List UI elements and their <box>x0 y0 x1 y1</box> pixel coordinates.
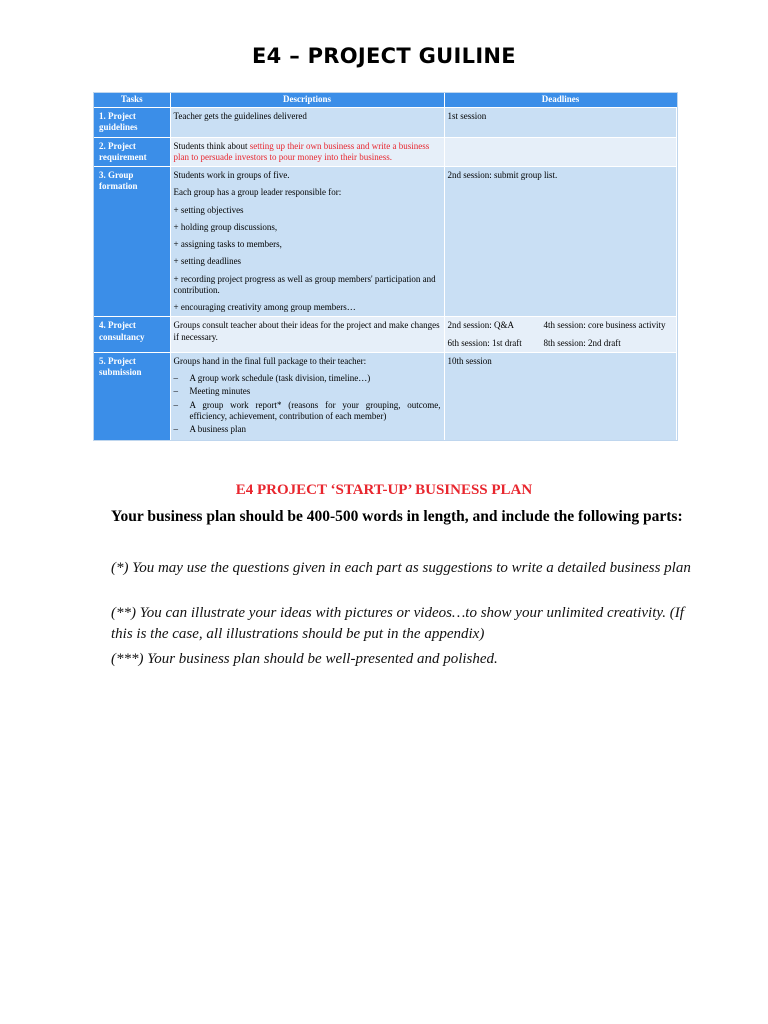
description-line: Students work in groups of five. <box>173 170 290 180</box>
description-line: + setting objectives <box>173 204 244 215</box>
description-text: Students think about <box>173 140 250 151</box>
description-text: Groups hand in the final full package to their teacher: <box>173 355 367 366</box>
task-cell: 2. Project requirement <box>94 137 170 167</box>
description-line: + assigning tasks to members, <box>173 239 282 249</box>
page-title: E4 – PROJECT GUILINE <box>252 44 516 68</box>
deadline-item: 6th session: 1st draft <box>447 337 522 348</box>
header-descriptions: Descriptions <box>170 93 444 108</box>
list-item: – A group work schedule (task division, timeline…) <box>174 373 441 384</box>
description-line: + setting deadlines <box>173 256 242 267</box>
table-row <box>94 352 677 440</box>
description-cell: Teacher gets the guidelines delivered <box>170 108 444 138</box>
description-line: Each group has a group leader responsible for: <box>173 187 342 198</box>
task-cell: 5. Project submission <box>94 352 170 440</box>
list-item: – A business plan <box>174 424 441 435</box>
list-item: – Meeting minutes <box>174 386 441 397</box>
table-row <box>94 167 677 317</box>
deadline-item: 2nd session: Q&A <box>447 320 515 331</box>
description-line: + encouraging creativity among group members… <box>173 302 356 312</box>
deadline-cell: 2nd session: submit group list. <box>444 167 677 317</box>
deadline-item: 4th session: core business activity <box>543 320 666 331</box>
table-row <box>94 108 677 138</box>
header-tasks: Tasks <box>94 93 170 108</box>
note-2: (**) You can illustrate your ideas with pictures or videos…to show your unlimited creativity. (If this is the case, all illustrations should be put in the appendix) <box>111 605 684 642</box>
note-1: (*) You may use the questions given in each part as suggestions to write a detailed business plan <box>111 560 691 576</box>
task-cell: 3. Group formation <box>94 167 170 317</box>
task-cell: 1. Project guidelines <box>94 108 170 138</box>
table-row <box>94 317 677 353</box>
note-3: (***) Your business plan should be well-presented and polished. <box>111 651 498 667</box>
deadline-cell <box>444 137 677 167</box>
description-line: + recording project progress as well as group members' participation and contribution. <box>173 273 436 295</box>
description-line: + holding group discussions, <box>173 221 278 232</box>
deadline-cell: 1st session <box>444 108 677 138</box>
task-cell: 4. Project consultancy <box>94 317 170 353</box>
business-plan-subtitle: Your business plan should be 400-500 words in length, and include the following parts: <box>111 508 683 525</box>
deadline-cell <box>444 317 677 353</box>
business-plan-title: E4 PROJECT ‘START-UP’ BUSINESS PLAN <box>235 482 533 498</box>
guideline-table <box>93 92 678 441</box>
submission-list <box>174 373 441 435</box>
description-cell: Groups consult teacher about their ideas for the project and make changes if necessary. <box>170 317 444 353</box>
header-deadlines: Deadlines <box>444 93 677 108</box>
description-cell <box>170 352 444 440</box>
table-row <box>94 137 677 167</box>
deadline-item: 8th session: 2nd draft <box>543 337 621 348</box>
description-highlight: setting up their own business and write a business plan to persuade investors to pour money into their business. <box>173 140 430 162</box>
deadline-cell: 10th session <box>444 352 677 440</box>
list-item: – A group work report* (reasons for your grouping, outcome, efficiency, achievement, contribution of each member) <box>174 400 441 423</box>
description-cell <box>170 167 444 317</box>
description-cell <box>170 137 444 167</box>
